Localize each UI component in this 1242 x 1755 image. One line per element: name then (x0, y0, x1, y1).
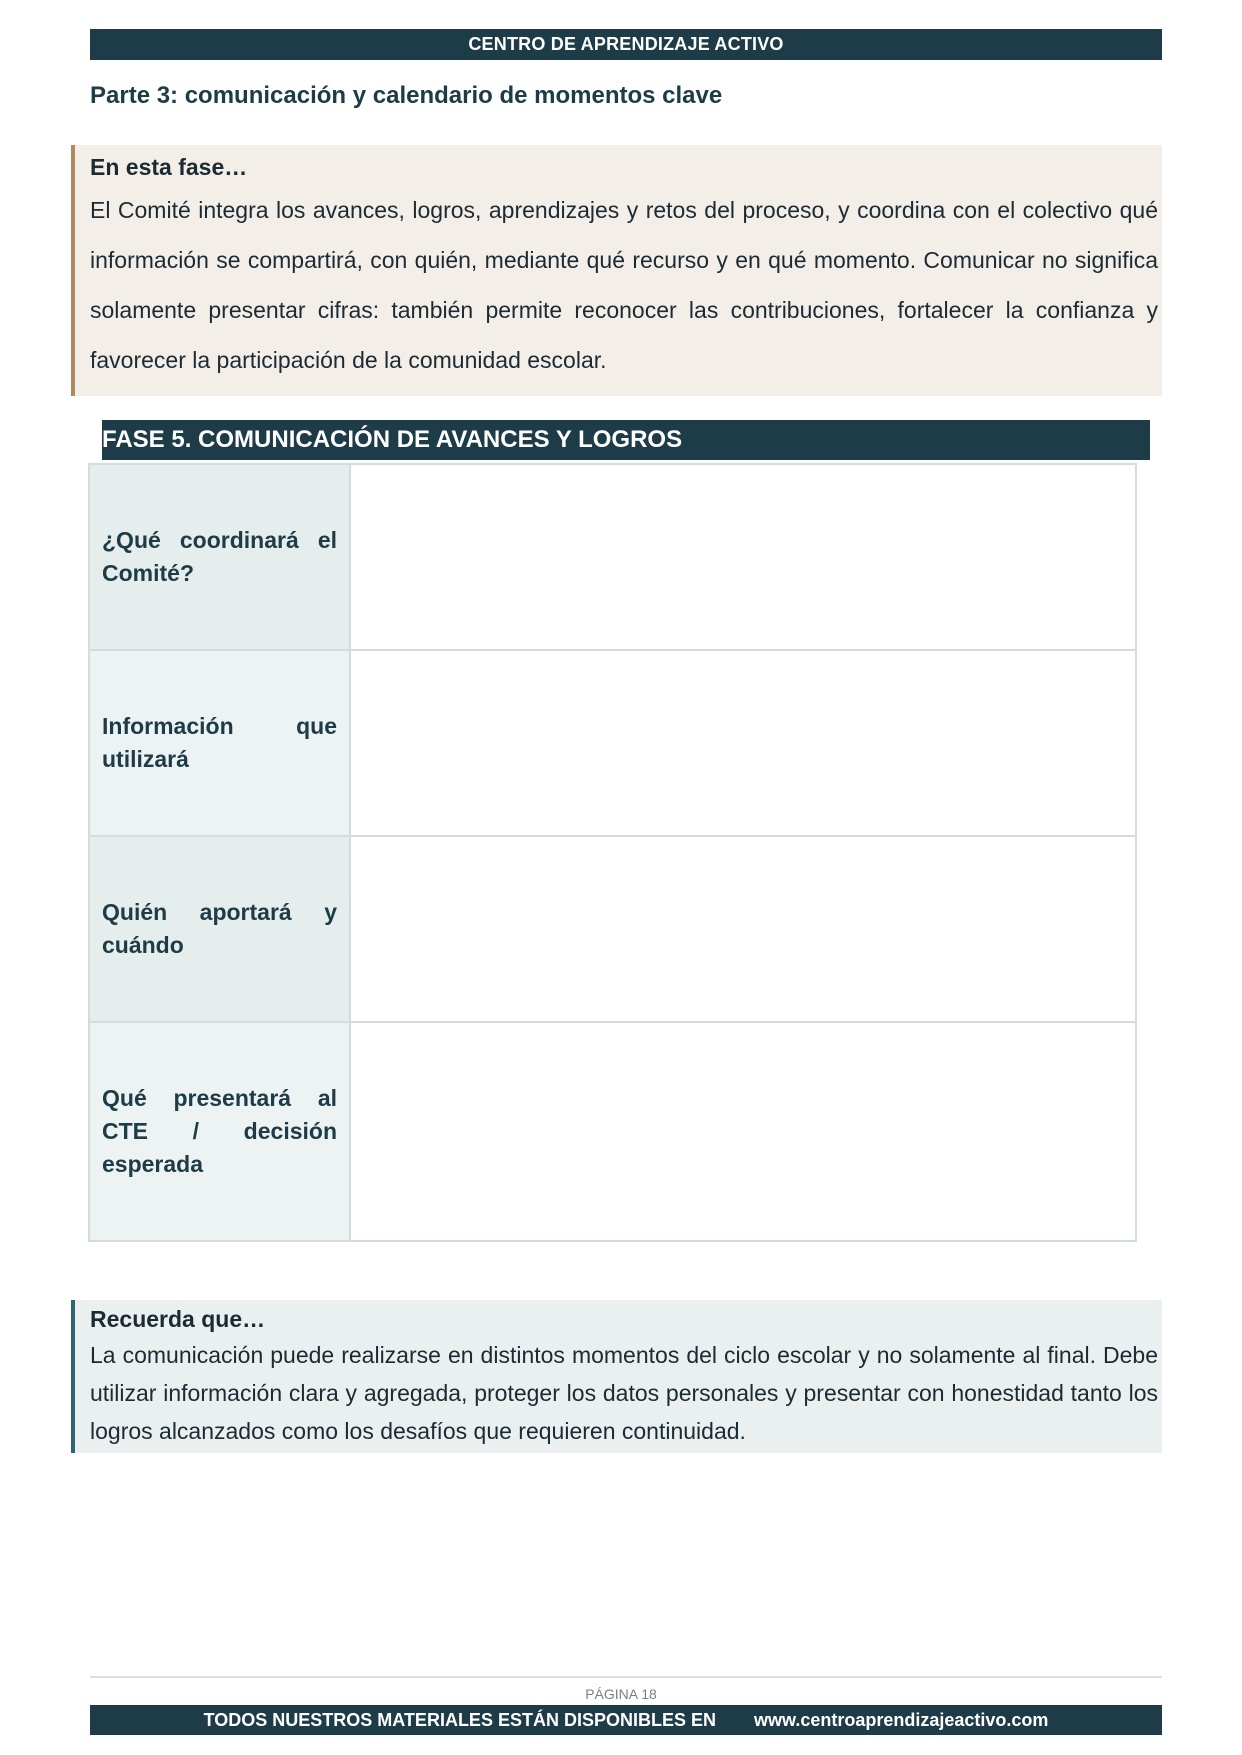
answer-cell[interactable] (350, 650, 1136, 836)
intro-text: El Comité integra los avances, logros, aprendizajes y retos del proceso, y coordina con el colectivo qué información se compartirá, con quién, mediante qué recurso y en qué momento. Comunicar no significa solamente presentar cifras: también permite reconocer las contribuciones, fortalecer la confianza y favorecer la participación de la comunidad escolar. (90, 197, 1158, 373)
footer-website-link[interactable]: www.centroaprendizajeactivo.com (753, 1709, 1049, 1730)
answer-cell[interactable] (350, 464, 1136, 650)
row-label: Información que utilizará (89, 650, 350, 836)
answer-cell[interactable] (350, 1022, 1136, 1241)
row-label: ¿Qué coordinará el Comité? (89, 464, 350, 650)
phase-title: FASE 5. COMUNICACIÓN DE AVANCES Y LOGROS (102, 426, 683, 453)
table-row (89, 650, 1136, 836)
footer-divider (90, 1676, 1162, 1678)
page-number: PÁGINA 18 (585, 1686, 657, 1702)
intro-callout (71, 145, 1162, 396)
part-title: Parte 3: comunicación y calendario de momentos clave (90, 82, 723, 109)
table-row (89, 464, 1136, 650)
footer-availability-text: TODOS NUESTROS MATERIALES ESTÁN DISPONIBLES EN (203, 1709, 716, 1730)
reminder-callout (71, 1300, 1162, 1453)
header-bar (90, 29, 1162, 60)
row-label: Quién aportará y cuándo (89, 836, 350, 1022)
answer-cell[interactable] (350, 836, 1136, 1022)
reminder-title: Recuerda que… (90, 1306, 266, 1332)
header-org-name: CENTRO DE APRENDIZAJE ACTIVO (468, 34, 784, 54)
table-row (89, 836, 1136, 1022)
footer-bar (90, 1705, 1162, 1735)
phase-table (88, 463, 1137, 1242)
row-label: Qué presentará al CTE / decisión esperada (89, 1022, 350, 1241)
reminder-text: La comunicación puede realizarse en distintos momentos del ciclo escolar y no solamente al final. Debe utilizar información clara y agregada, proteger los datos personales y presentar con honestidad tanto los logros alcanzados como los desafíos que requieren continuidad. (90, 1342, 1158, 1444)
table-row (89, 1022, 1136, 1241)
intro-title: En esta fase… (90, 154, 248, 180)
phase-title-bar (102, 420, 1150, 460)
